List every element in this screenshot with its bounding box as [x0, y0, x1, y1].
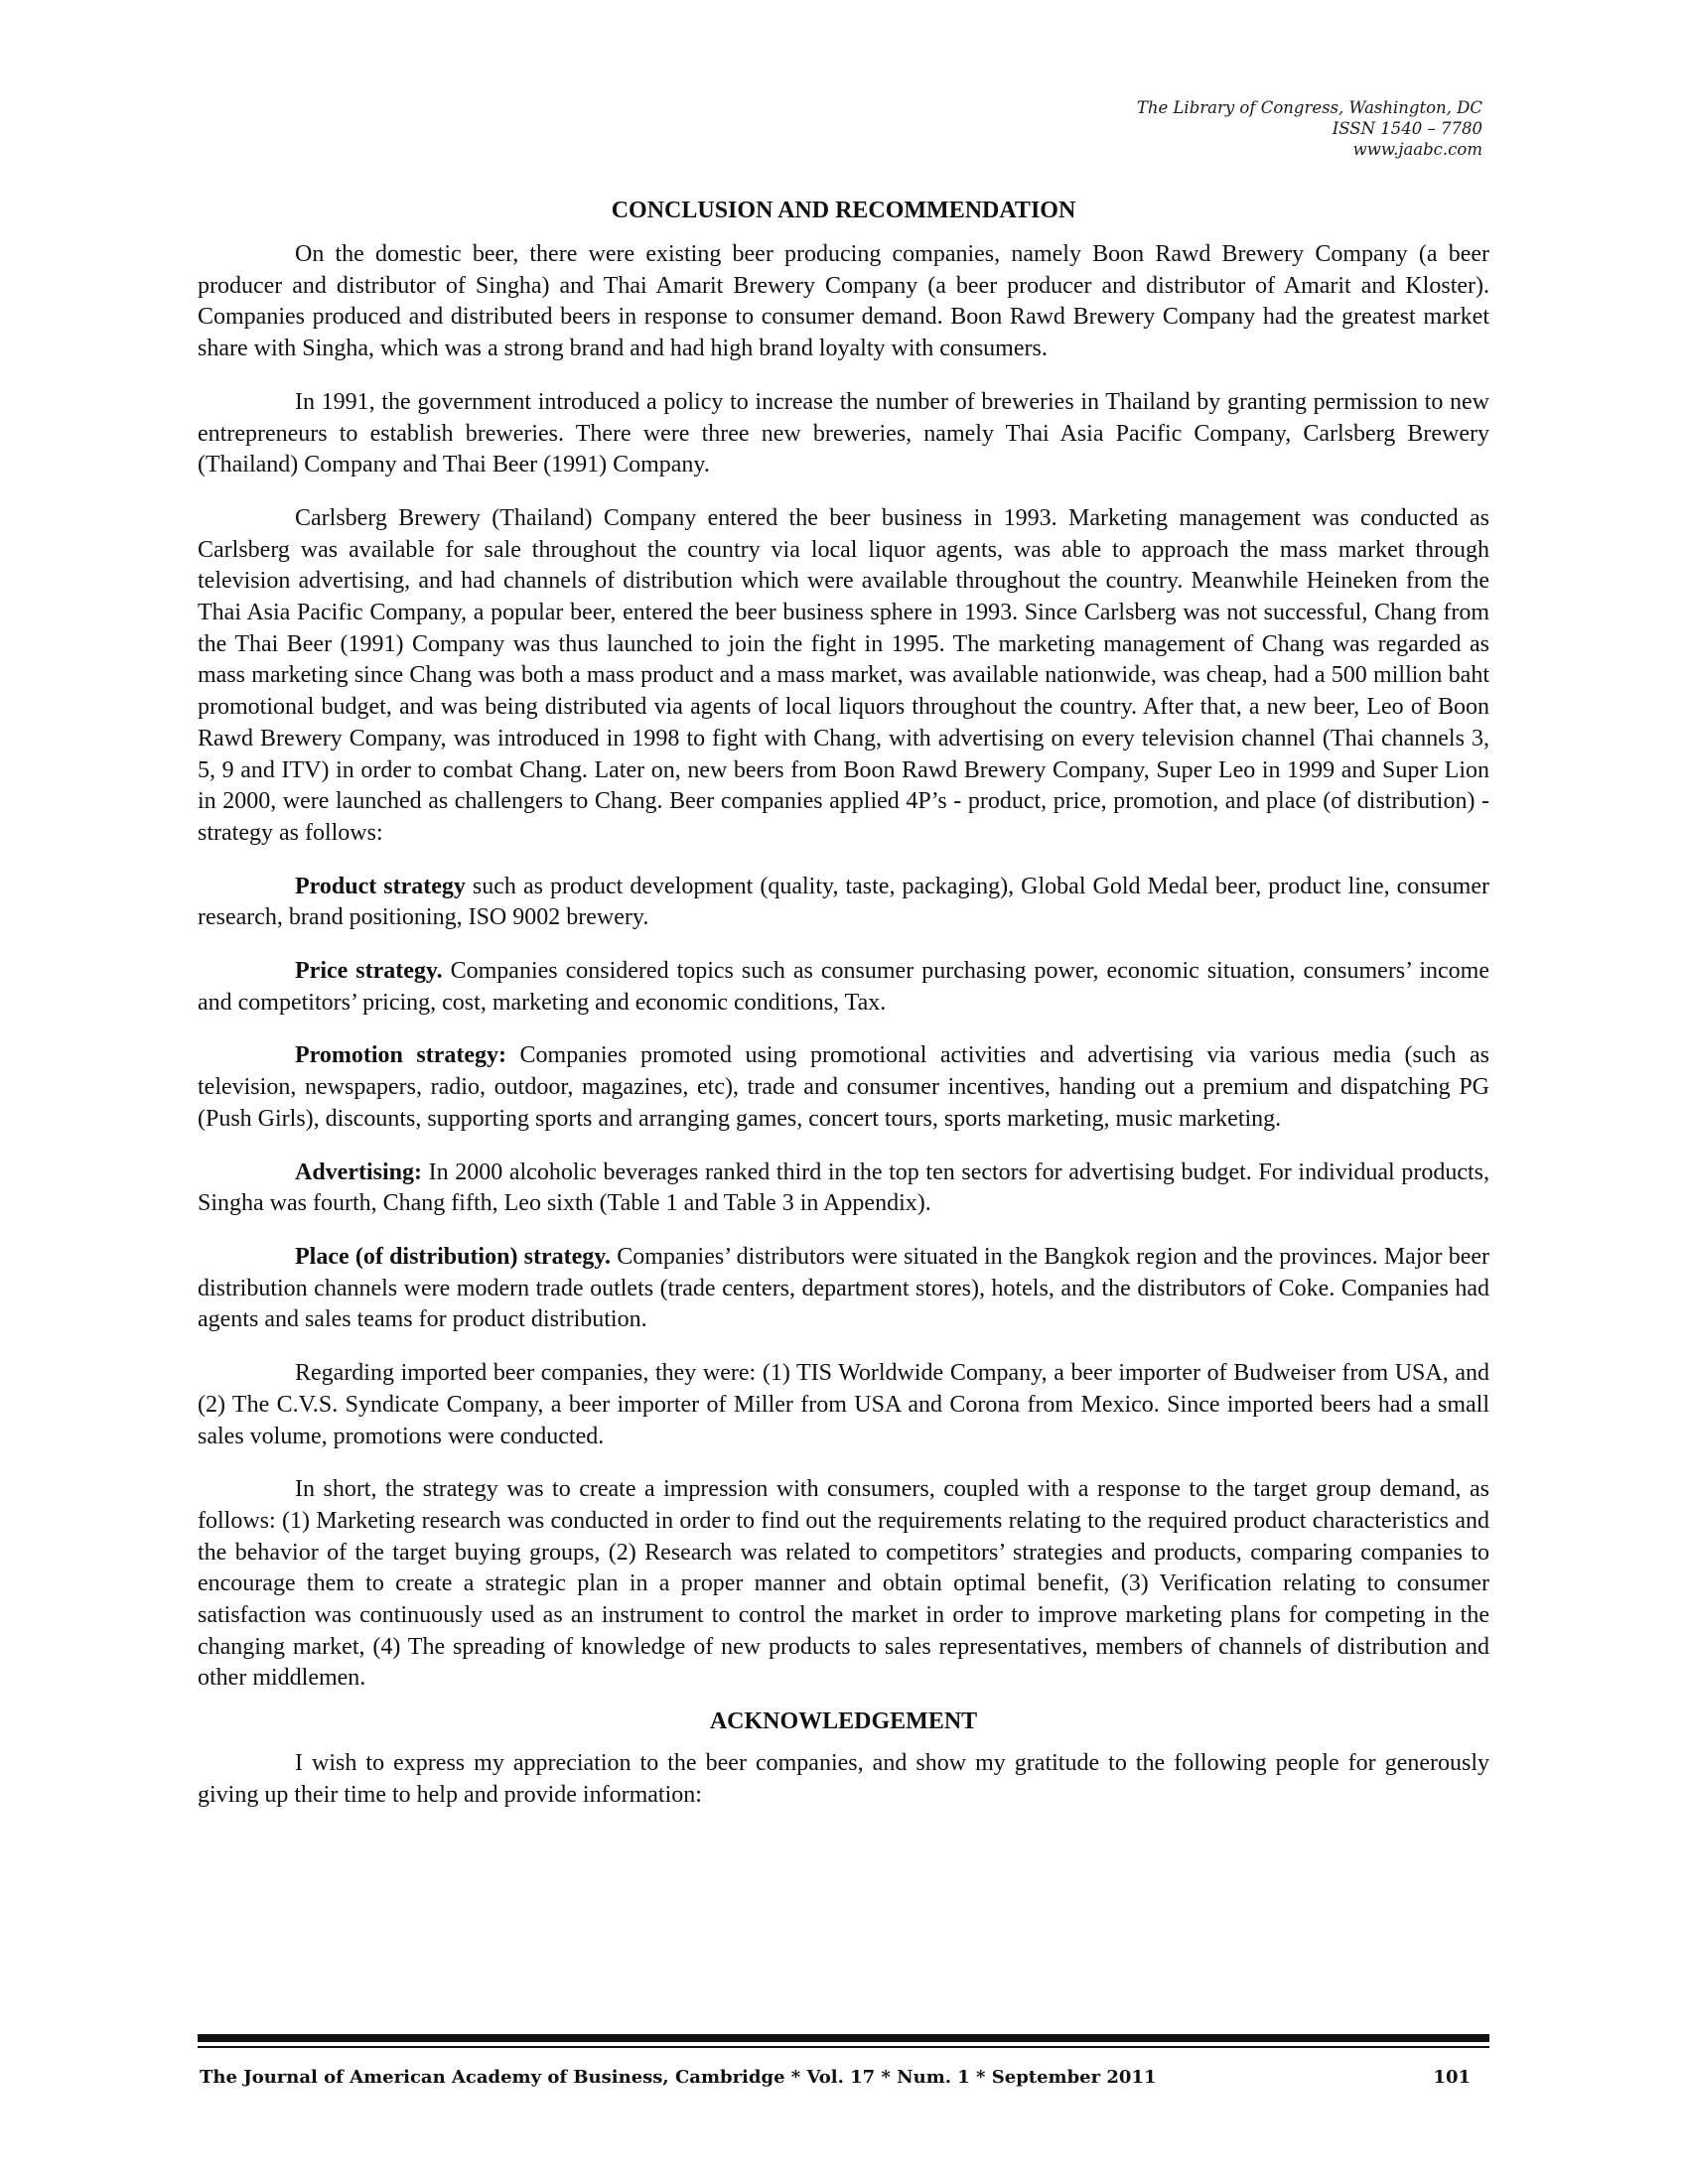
place-strategy-text: Companies’ distributors were situated in the Bangkok region and the provinces. Major beer distribution channels were modern trade outlets (trade centers, department stores), hotels, and the distributors of Coke. Companies had agents and sales teams for product distribution.: [198, 1243, 1489, 1333]
price-strategy-text: Companies considered topics such as consumer purchasing power, economic situation, consumers’ income and competitors’ pricing, cost, marketing and economic conditions, Tax.: [198, 958, 1490, 1016]
header-website-line: www.jaabc.com: [1352, 140, 1482, 159]
acknowledgement-heading: ACKNOWLEDGEMENT: [709, 1708, 978, 1735]
footer-rule-thin: [198, 2046, 1489, 2048]
promotion-strategy-text: Companies promoted using promotional activities and advertising via various media (such as television, newspapers, radio, outdoor, magazines, etc), trade and consumer incentives, handing out a premium and dispatching PG (Push Girls), discounts, supporting sports and arranging games, concert tours, sports marketing, music marketing.: [198, 1042, 1490, 1132]
header-issn-line: ISSN 1540 – 7780: [1332, 119, 1482, 138]
paragraph-domestic-beer: On the domestic beer, there were existing beer producing companies, namely Boon Rawd Brewery Company (a beer producer and distributor of Singha) and Thai Amarit Brewery Company (a beer producer and distributor of Amarit and Kloster). Companies produced and distributed beers in response to consumer demand. Boon Rawd Brewery Company had the greatest market share with Singha, which was a strong brand and had high brand loyalty with consumers.: [198, 241, 1489, 362]
product-strategy-text: such as product development (quality, taste, packaging), Global Gold Medal beer, product line, consumer research, brand positioning, ISO 9002 brewery.: [198, 873, 1489, 931]
footer-journal-citation: The Journal of American Academy of Business, Cambridge * Vol. 17 * Num. 1 * September 2011: [200, 2067, 1157, 2088]
article-body: [198, 195, 1489, 1834]
page-header: [1137, 97, 1482, 160]
paragraph-promotion-strategy: [198, 1040, 1489, 1135]
footer-rule-thick: [198, 2034, 1489, 2042]
paragraph-product-strategy: [198, 872, 1489, 934]
paragraph-price-strategy: [198, 956, 1489, 1019]
header-library-line: The Library of Congress, Washington, DC: [1136, 98, 1482, 117]
paragraph-place-strategy: [198, 1242, 1489, 1336]
paragraph-carlsberg-history: Carlsberg Brewery (Thailand) Company entered the beer business in 1993. Marketing management was conducted as Carlsberg was available for sale throughout the country via local liquor agents, was able to approach the mass market through television advertising, and had channels of distribution which were available throughout the country. Meanwhile Heineken from the Thai Asia Pacific Company, a popular beer, entered the beer business sphere in 1993. Since Carlsberg was not successful, Chang from the Thai Beer (1991) Company was thus launched to join the fight in 1995. The marketing management of Chang was regarded as mass marketing since Chang was both a mass product and a mass market, was available nationwide, was cheap, had a 500 million baht promotional budget, and was being distributed via agents of local liquors throughout the country. After that, a new beer, Leo of Boon Rawd Brewery Company, was introduced in 1998 to fight with Chang, with advertising on every television channel (Thai channels 3, 5, 9 and ITV) in order to combat Chang. Later on, new beers from Boon Rawd Brewery Company, Super Leo in 1999 and Super Lion in 2000, were launched as challengers to Chang. Beer companies applied 4P’s - product, price, promotion, and place (of distribution) - strategy as follows:: [198, 504, 1489, 846]
conclusion-heading: CONCLUSION AND RECOMMENDATION: [611, 198, 1076, 223]
advertising-text: In 2000 alcoholic beverages ranked third in the top ten sectors for advertising budget. For individual products, Singha was fourth, Chang fifth, Leo sixth (Table 1 and Table 3 in Appendix).: [198, 1159, 1489, 1217]
advertising-label: Advertising:: [295, 1159, 422, 1185]
price-strategy-label: Price strategy.: [295, 958, 443, 985]
paragraph-advertising: [198, 1158, 1489, 1220]
paragraph-imported-beer: Regarding imported beer companies, they were: (1) TIS Worldwide Company, a beer importer of Budweiser from USA, and (2) The C.V.S. Syndicate Company, a beer importer of Miller from USA and Corona from Mexico. Since imported beers had a small sales volume, promotions were conducted.: [198, 1360, 1489, 1449]
place-strategy-label: Place (of distribution) strategy.: [295, 1243, 611, 1270]
paragraph-in-short: In short, the strategy was to create a impression with consumers, coupled with a response to the target group demand, as follows: (1) Marketing research was conducted in order to find out the requirements relating to the required product characteristics and the behavior of the target buying groups, (2) Research was related to competitors’ strategies and products, comparing companies to encourage them to create a strategic plan in a proper manner and obtain optimal benefit, (3) Verification relating to consumer satisfaction was continuously used as an instrument to control the market in order to improve marketing plans for competing in the changing market, (4) The spreading of knowledge of new products to sales representatives, members of channels of distribution and other middlemen.: [198, 1476, 1489, 1692]
paragraph-acknowledgement: I wish to express my appreciation to the beer companies, and show my gratitude to the following people for generously giving up their time to help and provide information:: [198, 1750, 1489, 1808]
product-strategy-label: Product strategy: [295, 873, 466, 899]
page-number: 101: [1433, 2067, 1471, 2088]
paragraph-1991-policy: In 1991, the government introduced a policy to increase the number of breweries in Thailand by granting permission to new entrepreneurs to establish breweries. There were three new breweries, namely Thai Asia Pacific Company, Carlsberg Brewery (Thailand) Company and Thai Beer (1991) Company.: [198, 388, 1489, 478]
promotion-strategy-label: Promotion strategy:: [295, 1042, 507, 1069]
